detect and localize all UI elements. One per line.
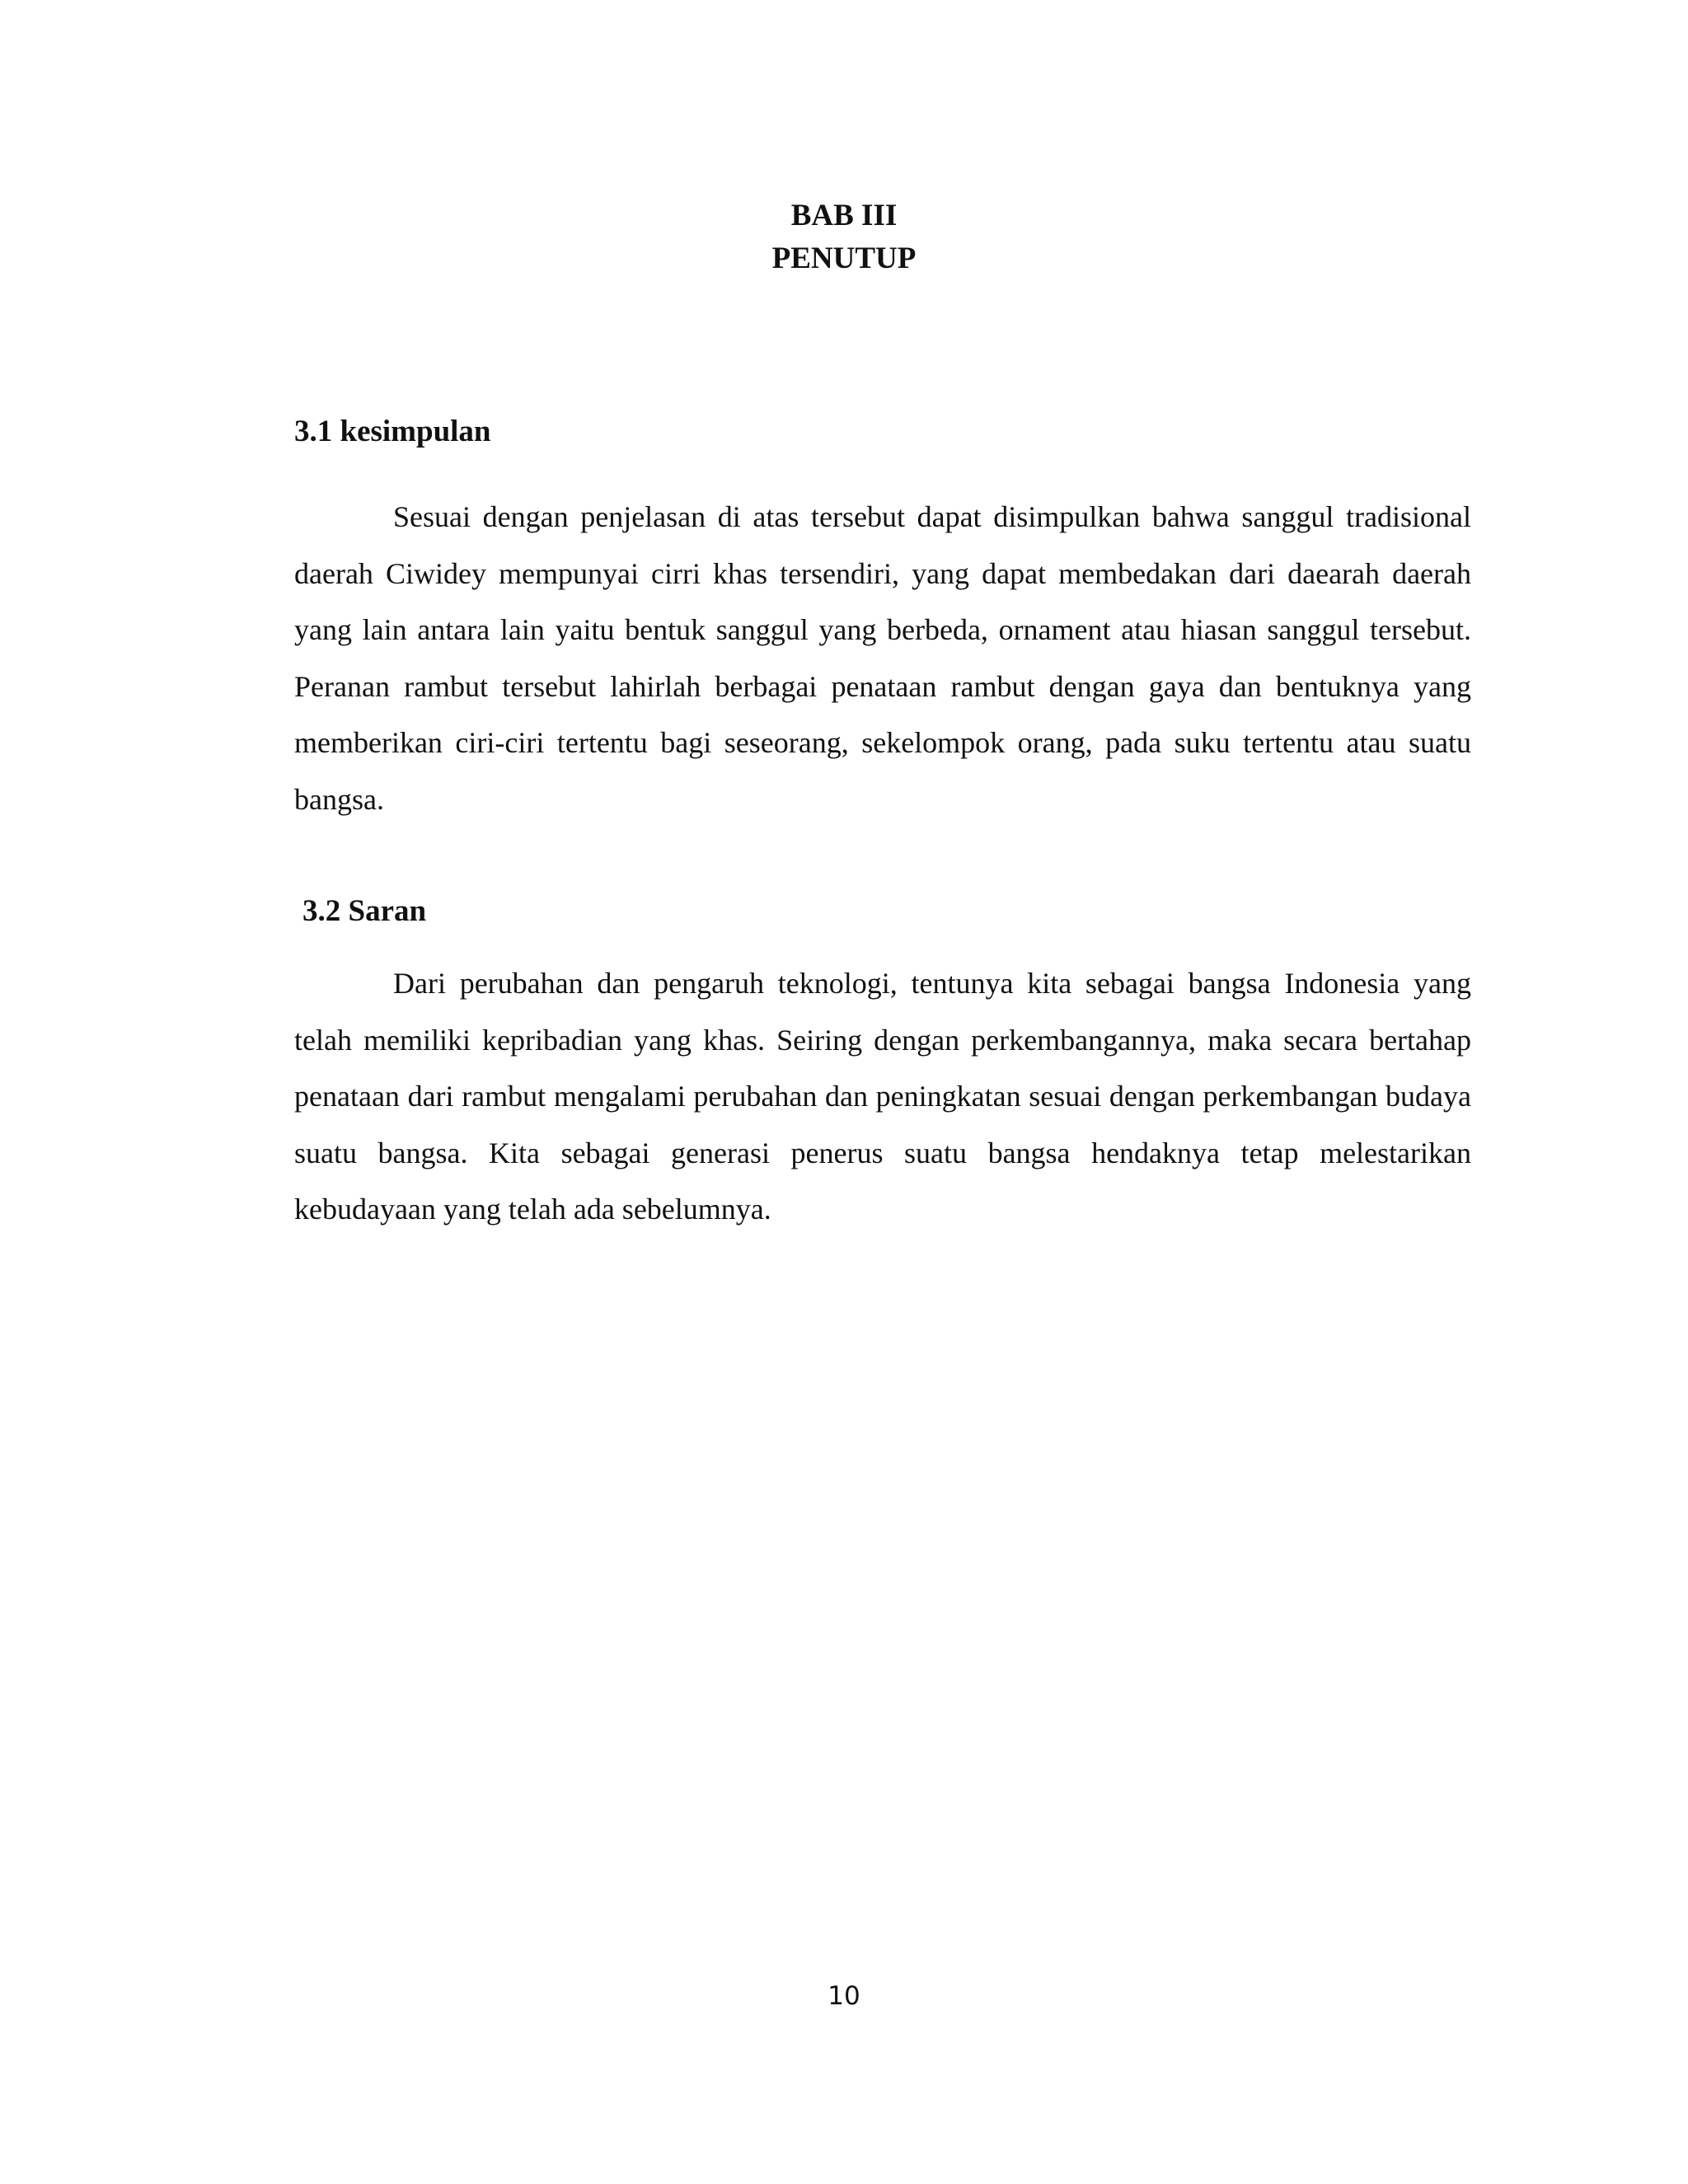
section-heading-kesimpulan: 3.1 kesimpulan [294,415,491,448]
page-number: 10 [828,1981,860,2011]
section-heading-saran: 3.2 Saran [302,894,427,928]
paragraph-kesimpulan: Sesuai dengan penjelasan di atas tersebut dapat disimpulkan bahwa sanggul tradisional daerah Ciwidey mempunyai cirri khas tersendiri, yang dapat membedakan dari daearah daerah yang lain antara lain yaitu bentuk sanggul yang berbeda, ornament atau hiasan sanggul tersebut. Peranan rambut tersebut lahirlah berbagai penataan rambut dengan gaya dan bentuknya yang memberikan ciri-ciri tertentu bagi seseorang, sekelompok orang, pada suku tertentu atau suatu bangsa. [294,500,1471,816]
chapter-number: BAB III [790,199,898,232]
paragraph-saran: Dari perubahan dan pengaruh teknologi, tentunya kita sebagai bangsa Indonesia yang telah memiliki kepribadian yang khas. Seiring dengan perkembangannya, maka secara bertahap penataan dari rambut mengalami perubahan dan peningkatan sesuai dengan perkembangan budaya suatu bangsa. Kita sebagai generasi penerus suatu bangsa hendaknya tetap melestarikan kebudayaan yang telah ada sebelumnya. [294,967,1471,1226]
chapter-title: PENUTUP [771,241,917,275]
